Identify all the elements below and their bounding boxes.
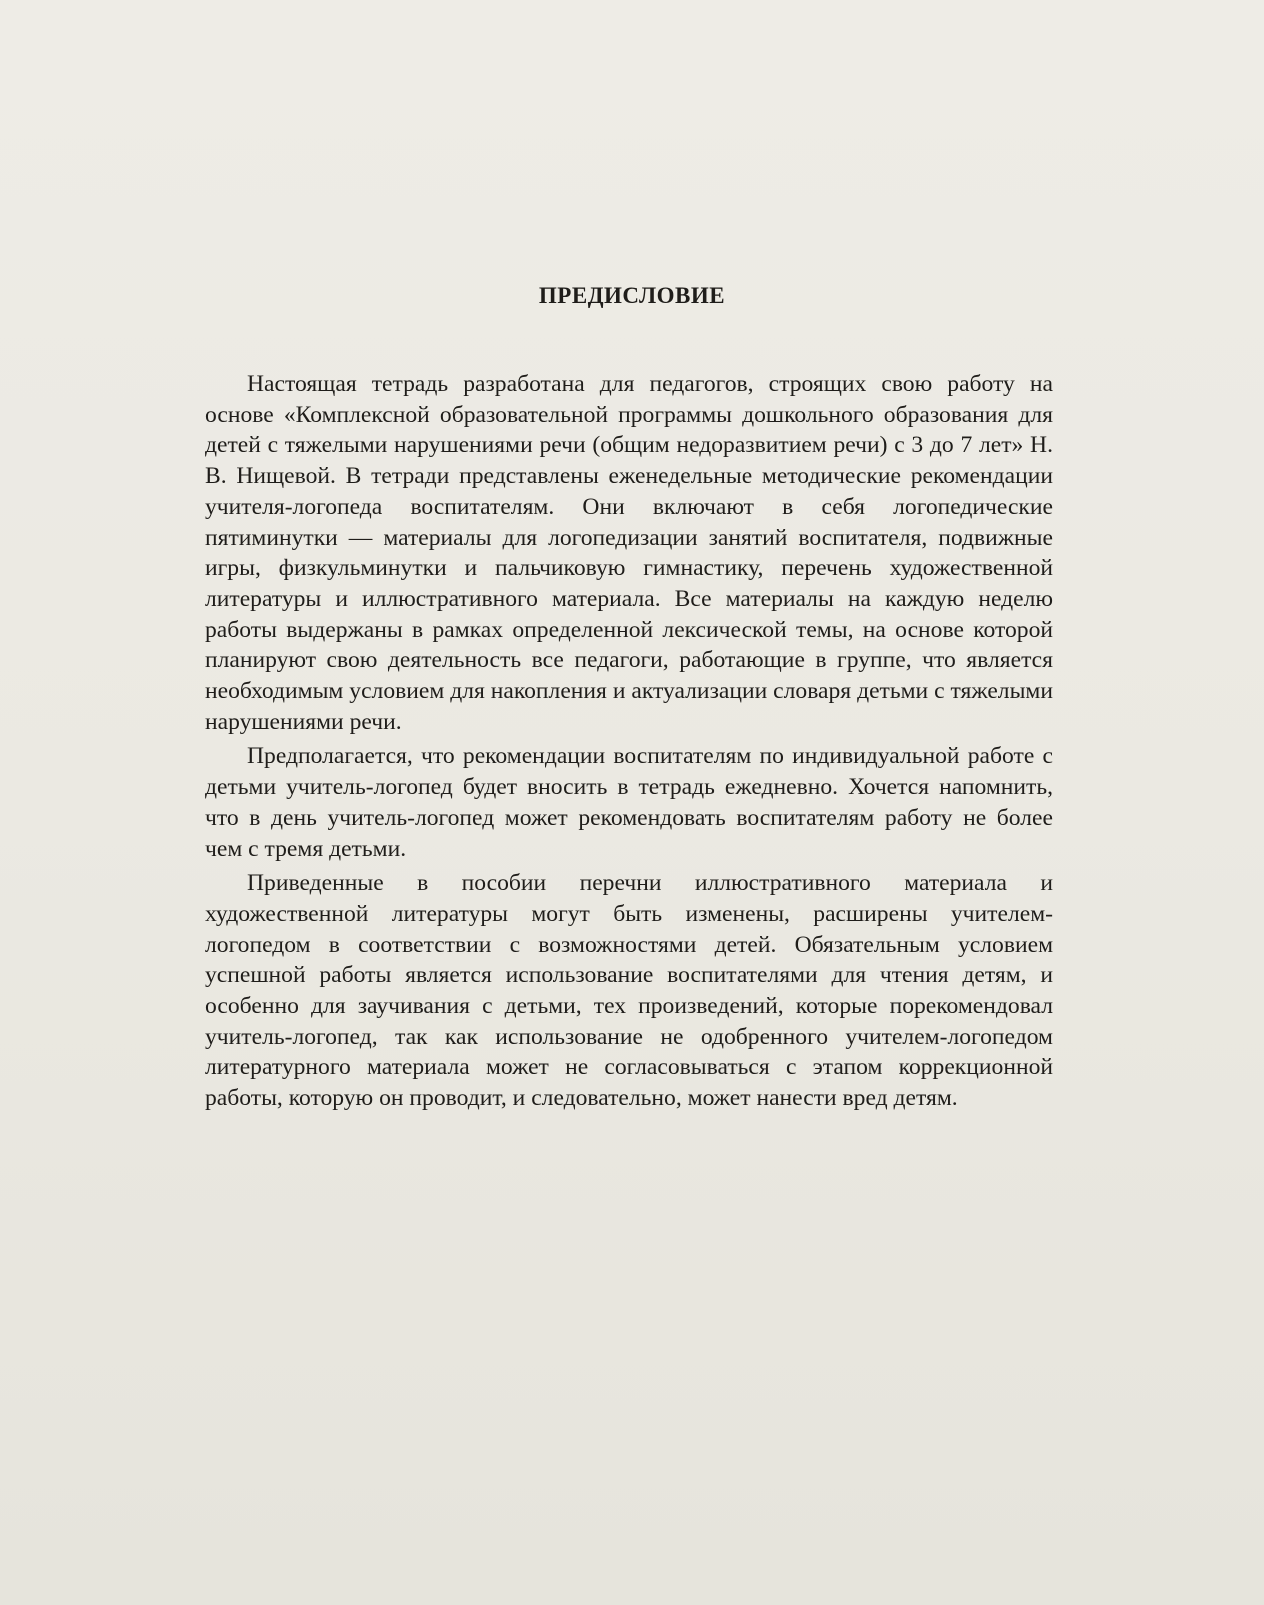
paragraph-3: Приведенные в пособии перечни иллюстративного материала и художественной литературы могут быть изменены, расширены учителем-логопедом в соответствии с возможностями детей. Обязательным условием успешной работы является использование воспитателями для чтения детям, и особенно для заучивания с детьми, тех произведений, которые порекомендовал учитель-логопед, так как использование не одобренного учителем-логопедом литературного материала может не согласовываться с этапом коррекционной работы, которую он проводит, и следовательно, может нанести вред детям.	[205, 870, 1053, 1112]
paragraph-1: Настоящая тетрадь разработана для педагогов, строящих свою работу на основе «Комплексной образовательной программы дошкольного образования для детей с тяжелыми нарушениями речи (общим недоразвитием речи) с 3 до 7 лет» Н. В. Нищевой. В тетради представлены еженедельные методические рекомендации учителя-логопеда воспитателям. Они включают в себя логопедические пятиминутки — материалы для логопедизации занятий воспитателя, подвижные игры, физкульминутки и пальчиковую гимнастику, перечень художественной литературы и иллюстративного материала. Все материалы на каждую неделю работы выдержаны в рамках определенной лексической темы, на основе которой планируют свою деятельность все педагоги, работающие в группе, что является необходимым условием для накопления и актуализации словаря детьми с тяжелыми нарушениями речи.	[205, 371, 1053, 735]
page-title: ПРЕДИСЛОВИЕ	[538, 283, 726, 308]
paragraph-2: Предполагается, что рекомендации воспитателям по индивидуальной работе с детьми учитель-логопед будет вносить в тетрадь ежедневно. Хочется напомнить, что в день учитель-логопед может рекомендовать воспитателям работу не более чем с тремя детьми.	[205, 743, 1053, 862]
body-text	[205, 369, 1053, 1118]
